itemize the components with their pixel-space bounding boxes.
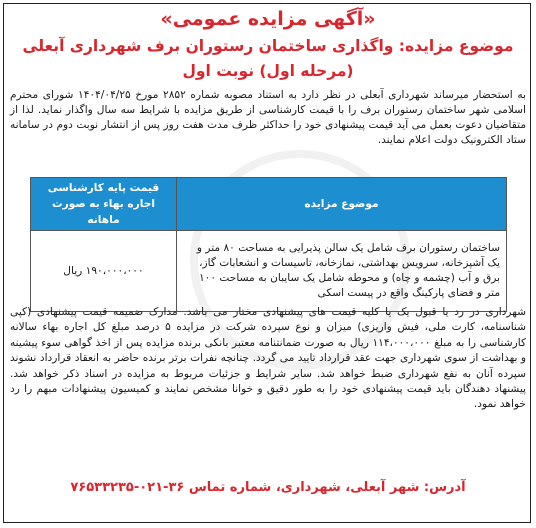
intro-paragraph: به استحضار میرساند شهرداری آبعلی در نظر دارد به استناد مصوبه شماره ۲۸۵۲ مورخ ۱۴۰۴/۰۴/۲۵ شورای محترم اسلامی شهر ساختمان رستوران برف را با قیمت کارشناسی از طریق مزایده با شرایط سه سال واگذار نماید. لذا از متقاضیان دعوت بعمل می آید قیمت پیشنهادی خود را حداکثر ظرف مدت هفت روز پس از انتشار نوبت دوم در سامانه ستاد الکترونیک دولت اعلام نمایند. xyxy=(10,89,526,146)
table-header-row xyxy=(31,178,507,231)
cell-auction-subject: ساختمان رستوران برف شامل یک سالن پذیرایی به مساحت ۸۰ متر و یک آشپزخانه، سرویس بهداشتی، نمازخانه، تاسیسات و انشعابات گاز، برق و آب (چشمه و چاه) و محوطه شامل یک سایبان به مساحت ۱۰۰ متر و فضای پارکینگ واقع در پیست اسکی xyxy=(177,231,507,312)
terms-paragraph: شهرداری در رد یا قبول یک یا کلیه قیمت های پیشنهادی مختار می باشد. مدارک ضمیمه قیمت پیشنهادی (کپی شناسنامه، کارت ملی، فیش واریزی) میزان و نوع سپرده شرکت در مزایده ۵ درصد مبلغ کل اجاره بهاء سالانه کارشناسی را به مبلغ ۱۱۴،۰۰۰،۰۰۰ ریال به صورت ضمانتنامه معتبر بانکی برنده مزایده پس از اخذ گواهی سوء پیشینه و بهداشت از سوی شهرداری جهت عقد قرارداد تایید می گردد. چنانچه نفرات برتر برنده حاضر به انعقاد قرارداد نشوند سپرده آنان به نفع شهرداری ضبط خواهد شد. سایر شرایط و جزئیات مربوط به مزایده در اسناد ذکر خواهد شد. پیشنهاد دهندگان باید قیمت پیشنهادی خود را به طور دقیق و خوانا مشخص نمایند و کمیسیون پیشنهادات مبهم را رد خواهد نمود. xyxy=(10,306,526,411)
auction-table xyxy=(30,177,507,312)
table-row xyxy=(31,231,507,312)
notice-headline: «آگهی مزایده عمومی» xyxy=(160,8,376,30)
header-base-price: قیمت پایه کارشناسی اجاره بهاء به صورت ماهانه xyxy=(31,178,177,231)
cell-base-price: ۱۹۰،۰۰۰،۰۰۰ ریال xyxy=(31,231,177,312)
notice-subject: موضوع مزایده: واگذاری ساختمان رستوران برف شهرداری آبعلی (مرحله اول) نوبت اول xyxy=(22,37,514,80)
contact-footer: آدرس: شهر آبعلی، شهرداری، شماره تماس ۳۶-۰۲۱-۷۶۵۳۳۲۳۵ xyxy=(70,480,466,495)
header-subject: موضوع مزایده xyxy=(177,178,507,231)
